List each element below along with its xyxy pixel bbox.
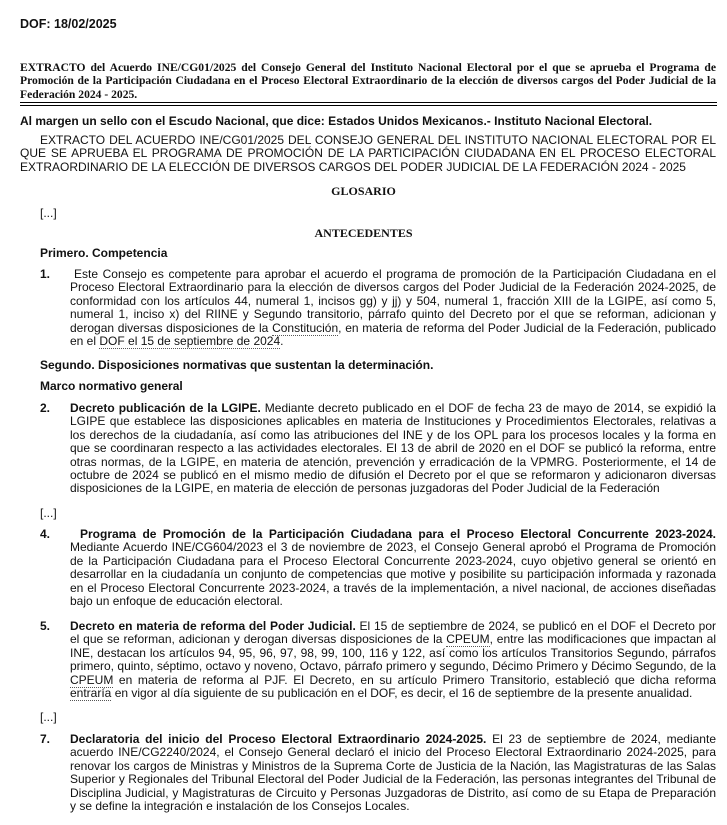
ellipsis: [...] (40, 206, 57, 220)
section-marco: Marco normativo general (40, 379, 183, 393)
constitucion-link[interactable]: Constitución (272, 320, 339, 335)
antecedentes-heading: ANTECEDENTES (314, 226, 413, 240)
item-number: 5. (40, 619, 51, 633)
section-primero: Primero. Competencia (40, 246, 168, 260)
extract-heading: EXTRACTO DEL ACUERDO INE/CG01/2025 DEL CONSEJO GENERAL DEL INSTITUTO NACIONAL ELECTORAL POR EL QUE SE APRUEBA EL PROGRAMA DE PROMOCIÓN DE LA PARTICIPACIÓN CIUDADANA EN EL PROCESO ELECTORAL EXTRAORDINARIO DE LA ELECCIÓN DE DIVERSOS CARGOS DEL PODER JUDICIAL DE LA FEDERACIÓN 2024 - 2025 (20, 133, 716, 174)
ellipsis: [...] (40, 710, 57, 724)
cpeum-link[interactable]: CPEUM (446, 632, 490, 647)
item-number: 1. (40, 267, 51, 281)
item-number: 4. (40, 527, 51, 541)
dof-date: DOF: 18/02/2025 (20, 17, 117, 31)
list-item (40, 733, 716, 813)
item-number: 7. (40, 732, 51, 746)
item-body: Decreto en materia de reforma del Poder Judicial. El 15 de septiembre de 2024, se publicó en el DOF el Decreto por el que se reforman, adicionan y derogan diversas disposiciones de la CPEUM, entre las modificaciones que impactan al INE, destacan los artículos 94, 95, 96, 97, 98, 99, 100, 116 y 122, así como los artículos Transitorios Segundo, párrafos primero, quinto, séptimo, octavo y noveno, Octavo, párrafo primero y segundo, Décimo Primero y Décimo Segundo, de la CPEUM en materia de reforma al PJF. El Decreto, en su artículo Primero Transitorio, estableció que dicha reforma entraría en vigor al día siguiente de su publicación en el DOF, es decir, el 16 de septiembre de la presente anualidad. (70, 619, 716, 701)
item-body: Este Consejo es competente para aprobar el acuerdo el programa de promoción de la Participación Ciudadana en el Proceso Electoral Extraordinario para la elección de diversos cargos del Poder Judicial de la Federación 2024-2025, de conformidad con los artículos 44, numeral 1, incisos gg) y jj) y 504, numeral 1, fracción XIII de la LGIPE, así como 5, numeral 1, inciso x) del RIINE y Segundo transitorio, párrafo quinto del Decreto por el que se reforman, adicionan y derogan diversas disposiciones de la Constitución, en materia de reforma del Poder Judicial de la Federación, publicado en el DOF el 15 de septiembre de 2024. (70, 267, 717, 349)
list-item (40, 268, 716, 348)
item-body: Declaratoria del inicio del Proceso Electoral Extraordinario 2024-2025. El 23 de septiembre de 2024, mediante acuerdo INE/CG2240/2024, el Consejo General declaró el inicio del Proceso Electoral Extraordinario 2024-2025, para renovar los cargos de Ministras y Ministros de la Suprema Corte de Justicia de la Nación, las Magistraturas de las Salas Superior y Regionales del Tribunal Electoral del Poder Judicial de la Federación, las personas integrantes del Tribunal de Disciplina Judicial, y Magistraturas de Circuito y Personas Juzgadoras de Distrito, así como de su Etapa de Preparación y se define la integración e instalación de los Consejos Locales. (70, 732, 716, 814)
section-segundo: Segundo. Disposiciones normativas que sustentan la determinación. (40, 358, 434, 372)
list-item (40, 620, 716, 700)
list-item (40, 402, 716, 496)
item-lead: Declaratoria del inicio del Proceso Electoral Extraordinario 2024-2025. (70, 732, 487, 746)
entraria-link[interactable]: entraría (70, 686, 112, 701)
item-body: Programa de Promoción de la Participación Ciudadana para el Proceso Electoral Concurrente 2023-2024. Mediante Acuerdo INE/CG604/2023 el 3 de noviembre de 2023, el Consejo General aprobó el Programa de Promoción de la Participación Ciudadana para el Proceso Electoral Concurrente 2023-2024, cuyo objetivo general se orientó en desarrollar en la ciudadanía un conjunto de competencias que motive y posibilite su participación informada y razonada en el Proceso Electoral Concurrente 2023-2024, a través de la implementación, a nivel nacional, de acciones diseñadas bajo un enfoque de educación electoral. (70, 527, 716, 609)
title-rule-thick (20, 102, 717, 103)
list-item (40, 528, 716, 608)
item-lead: Programa de Promoción de la Participación Ciudadana para el Proceso Electoral Concurrente 2023-2024. (80, 527, 716, 541)
item-lead: Decreto en materia de reforma del Poder Judicial. (70, 619, 356, 633)
item-body: Decreto publicación de la LGIPE. Mediante decreto publicado en el DOF de fecha 23 de mayo de 2014, se expidió la LGIPE que establece las disposiciones aplicables en materia de Instituciones y Procedimientos Electorales, relativas a los derechos de la ciudadanía, así como las atribuciones del INE y de los OPL para los procesos locales y la forma en que se coordinaran respecto a las actividades electorales. El 13 de abril de 2020 en el DOF se publicó la reforma, entre otras normas, de la LGIPE, en materia de atención, prevención y erradicación de la VPMRG. Posteriormente, el 14 de octubre de 2024 se publicó en el mismo medio de difusión el Decreto por el que se reformaron y adicionaron diversas disposiciones de la LGIPE, en materia de elección de personas juzgadoras del Poder Judicial de la Federación (70, 401, 716, 496)
item-lead: Decreto publicación de la LGIPE. (70, 401, 261, 415)
glosario-heading: GLOSARIO (331, 184, 396, 198)
item-number: 2. (40, 401, 51, 415)
ellipsis: [...] (40, 506, 57, 520)
title-rule-thin (20, 105, 717, 106)
document-title: EXTRACTO del Acuerdo INE/CG01/2025 del Consejo General del Instituto Nacional Electoral por el que se aprueba el Programa de Promoción de la Participación Ciudadana en el Proceso Electoral Extraordinario de la elección de diversos cargos del Poder Judicial de la Federación 2024 - 2025. (20, 61, 716, 101)
cpeum-link[interactable]: CPEUM (70, 672, 114, 687)
margin-note: Al margen un sello con el Escudo Nacional, que dice: Estados Unidos Mexicanos.- Instituto Nacional Electoral. (20, 114, 653, 128)
dof-link[interactable]: DOF el 15 de septiembre de 2024 (99, 334, 281, 349)
